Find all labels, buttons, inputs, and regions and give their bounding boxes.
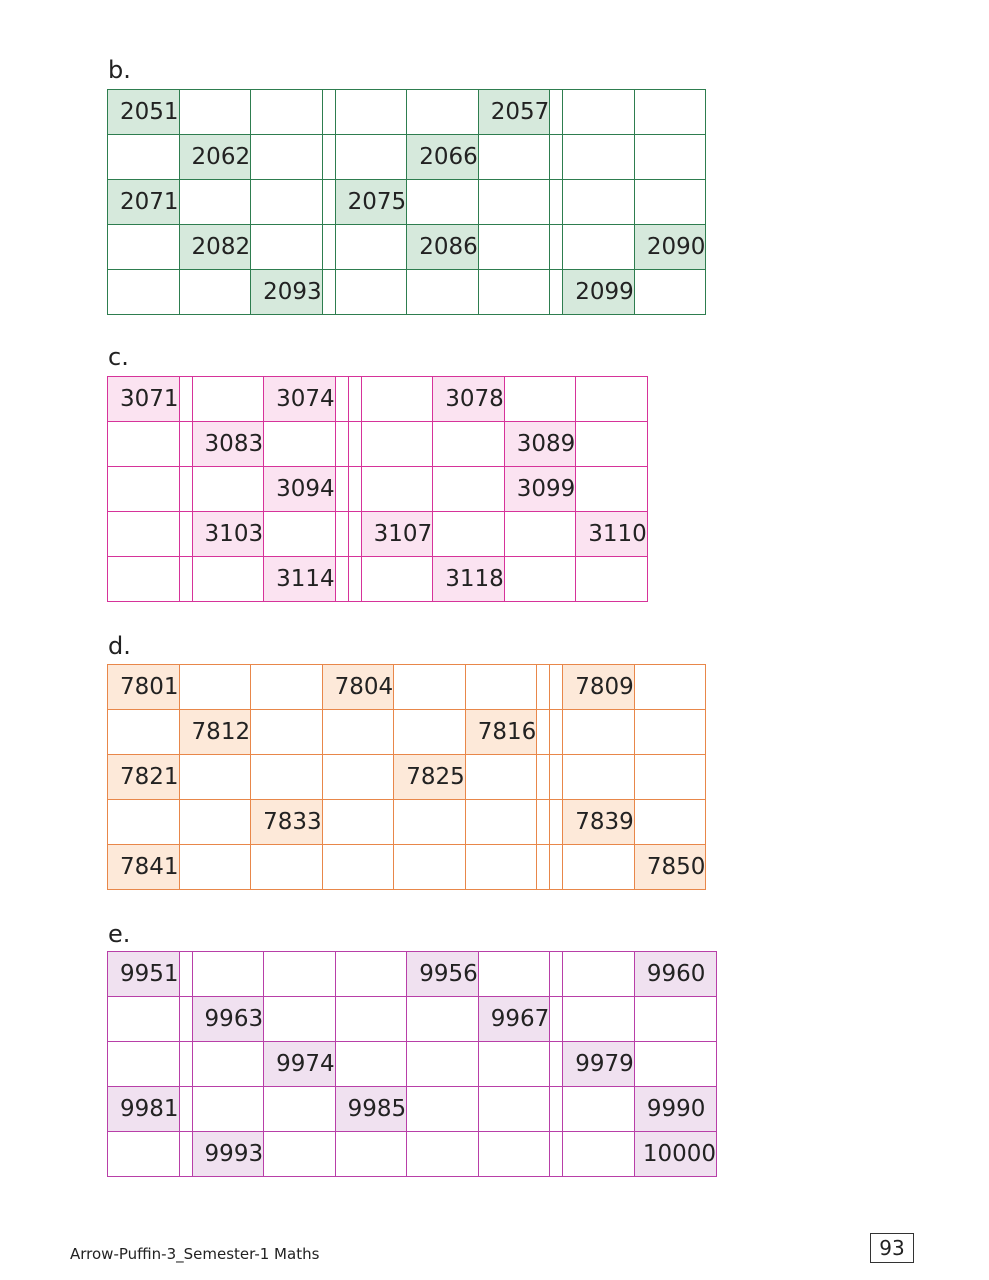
empty-cell [478,1132,550,1177]
empty-cell [465,845,537,890]
empty-cell [550,270,563,315]
filled-cell: 2062 [179,135,251,180]
empty-cell [634,270,706,315]
filled-cell: 7804 [322,665,394,710]
grid-row [108,710,706,755]
empty-cell [179,422,192,467]
filled-cell: 3089 [504,422,576,467]
empty-cell [348,512,361,557]
empty-cell [563,845,635,890]
empty-cell [550,1132,563,1177]
empty-cell [478,180,550,225]
empty-cell [348,557,361,602]
number-grid [107,951,717,1177]
empty-cell [504,557,576,602]
empty-cell [504,512,576,557]
grid-row [108,755,706,800]
filled-cell: 9956 [407,952,479,997]
empty-cell [264,1132,336,1177]
grid-row [108,800,706,845]
empty-cell [550,225,563,270]
empty-cell [550,997,563,1042]
empty-cell [407,1132,479,1177]
empty-cell [478,1087,550,1132]
grid-row [108,135,706,180]
filled-cell: 9985 [335,1087,407,1132]
empty-cell [634,1042,716,1087]
grid-row [108,225,706,270]
empty-cell [322,270,335,315]
empty-cell [179,557,192,602]
empty-cell [563,755,635,800]
empty-cell [504,377,576,422]
empty-cell [179,997,192,1042]
empty-cell [322,180,335,225]
empty-cell [335,1042,407,1087]
empty-cell [576,422,648,467]
filled-cell: 7816 [465,710,537,755]
empty-cell [335,952,407,997]
empty-cell [478,135,550,180]
empty-cell [335,467,348,512]
empty-cell [335,997,407,1042]
empty-cell [394,710,466,755]
empty-cell [108,1042,180,1087]
filled-cell: 3118 [433,557,505,602]
filled-cell: 3071 [108,377,180,422]
empty-cell [179,180,251,225]
grid-row [108,512,648,557]
empty-cell [335,377,348,422]
grid-row [108,665,706,710]
empty-cell [322,710,394,755]
empty-cell [335,225,407,270]
empty-cell [634,997,716,1042]
empty-cell [433,467,505,512]
filled-cell: 2057 [478,90,550,135]
filled-cell: 2066 [407,135,479,180]
empty-cell [563,180,635,225]
empty-cell [563,135,635,180]
empty-cell [335,270,407,315]
empty-cell [322,225,335,270]
filled-cell: 7825 [394,755,466,800]
empty-cell [550,1042,563,1087]
filled-cell: 7839 [563,800,635,845]
empty-cell [634,90,706,135]
empty-cell [433,512,505,557]
filled-cell: 2090 [634,225,706,270]
empty-cell [335,1132,407,1177]
empty-cell [550,180,563,225]
empty-cell [394,665,466,710]
empty-cell [108,422,180,467]
empty-cell [394,800,466,845]
empty-cell [251,755,323,800]
empty-cell [537,755,550,800]
footer-book-title: Arrow-Puffin-3_Semester-1 Maths [70,1245,320,1263]
filled-cell: 9963 [192,997,264,1042]
filled-cell: 7809 [563,665,635,710]
filled-cell: 9974 [264,1042,336,1087]
empty-cell [563,1132,635,1177]
empty-cell [550,845,563,890]
empty-cell [634,755,706,800]
empty-cell [251,225,323,270]
empty-cell [108,557,180,602]
empty-cell [550,665,563,710]
empty-cell [465,800,537,845]
section-label: c. [108,343,129,371]
empty-cell [322,90,335,135]
empty-cell [192,952,264,997]
empty-cell [634,665,706,710]
empty-cell [361,377,433,422]
empty-cell [361,422,433,467]
empty-cell [537,665,550,710]
empty-cell [361,557,433,602]
empty-cell [192,377,264,422]
empty-cell [179,90,251,135]
empty-cell [264,1087,336,1132]
empty-cell [550,710,563,755]
empty-cell [251,710,323,755]
empty-cell [251,90,323,135]
empty-cell [550,755,563,800]
filled-cell: 9967 [478,997,550,1042]
filled-cell: 3074 [264,377,336,422]
empty-cell [576,377,648,422]
number-grid [107,376,648,602]
empty-cell [361,467,433,512]
filled-cell: 2099 [563,270,635,315]
empty-cell [478,270,550,315]
empty-cell [108,135,180,180]
empty-cell [179,467,192,512]
empty-cell [634,135,706,180]
filled-cell: 3083 [192,422,264,467]
grid-row [108,377,648,422]
empty-cell [179,377,192,422]
empty-cell [251,135,323,180]
empty-cell [634,800,706,845]
empty-cell [108,800,180,845]
empty-cell [179,665,251,710]
filled-cell: 9993 [192,1132,264,1177]
filled-cell: 3107 [361,512,433,557]
filled-cell: 3078 [433,377,505,422]
empty-cell [179,1087,192,1132]
grid-row [108,90,706,135]
empty-cell [537,845,550,890]
empty-cell [335,90,407,135]
empty-cell [634,710,706,755]
empty-cell [335,512,348,557]
empty-cell [108,1132,180,1177]
empty-cell [550,135,563,180]
empty-cell [179,800,251,845]
empty-cell [478,225,550,270]
empty-cell [264,422,336,467]
filled-cell: 7833 [251,800,323,845]
empty-cell [407,270,479,315]
filled-cell: 3110 [576,512,648,557]
empty-cell [348,422,361,467]
empty-cell [335,135,407,180]
filled-cell: 7841 [108,845,180,890]
empty-cell [394,845,466,890]
empty-cell [348,467,361,512]
filled-cell: 7821 [108,755,180,800]
empty-cell [407,180,479,225]
empty-cell [563,952,635,997]
filled-cell: 7812 [179,710,251,755]
number-grid [107,89,706,315]
filled-cell: 3099 [504,467,576,512]
empty-cell [634,180,706,225]
empty-cell [322,800,394,845]
grid-row [108,1087,717,1132]
empty-cell [465,665,537,710]
empty-cell [537,800,550,845]
empty-cell [550,800,563,845]
filled-cell: 9960 [634,952,716,997]
empty-cell [108,997,180,1042]
filled-cell: 2086 [407,225,479,270]
empty-cell [563,90,635,135]
empty-cell [465,755,537,800]
empty-cell [563,997,635,1042]
empty-cell [322,845,394,890]
filled-cell: 9990 [634,1087,716,1132]
grid-row [108,1132,717,1177]
empty-cell [264,997,336,1042]
filled-cell: 2082 [179,225,251,270]
empty-cell [192,467,264,512]
grid-row [108,180,706,225]
empty-cell [348,377,361,422]
empty-cell [550,952,563,997]
empty-cell [407,90,479,135]
empty-cell [251,845,323,890]
filled-cell: 9951 [108,952,180,997]
empty-cell [407,1087,479,1132]
empty-cell [537,710,550,755]
empty-cell [179,512,192,557]
empty-cell [108,225,180,270]
filled-cell: 10000 [634,1132,716,1177]
filled-cell: 2071 [108,180,180,225]
empty-cell [264,512,336,557]
filled-cell: 9979 [563,1042,635,1087]
empty-cell [179,845,251,890]
empty-cell [108,512,180,557]
empty-cell [550,1087,563,1132]
empty-cell [576,557,648,602]
empty-cell [192,557,264,602]
empty-cell [335,557,348,602]
section-label: b. [108,56,131,84]
grid-row [108,997,717,1042]
empty-cell [407,997,479,1042]
grid-row [108,952,717,997]
empty-cell [108,270,180,315]
grid-row [108,845,706,890]
empty-cell [179,1042,192,1087]
empty-cell [179,952,192,997]
empty-cell [563,710,635,755]
empty-cell [563,225,635,270]
grid-row [108,422,648,467]
empty-cell [563,1087,635,1132]
filled-cell: 3094 [264,467,336,512]
filled-cell: 2093 [251,270,323,315]
empty-cell [322,755,394,800]
grid-row [108,557,648,602]
empty-cell [576,467,648,512]
filled-cell: 7850 [634,845,706,890]
filled-cell: 7801 [108,665,180,710]
empty-cell [192,1042,264,1087]
empty-cell [179,1132,192,1177]
empty-cell [192,1087,264,1132]
empty-cell [407,1042,479,1087]
empty-cell [478,1042,550,1087]
empty-cell [322,135,335,180]
filled-cell: 9981 [108,1087,180,1132]
empty-cell [335,422,348,467]
section-label: d. [108,632,131,660]
filled-cell: 3114 [264,557,336,602]
empty-cell [251,180,323,225]
grid-row [108,467,648,512]
empty-cell [179,270,251,315]
empty-cell [478,952,550,997]
filled-cell: 2051 [108,90,180,135]
filled-cell: 3103 [192,512,264,557]
section-label: e. [108,920,131,948]
empty-cell [264,952,336,997]
filled-cell: 2075 [335,180,407,225]
page-number: 93 [870,1233,914,1263]
empty-cell [179,755,251,800]
empty-cell [108,710,180,755]
empty-cell [108,467,180,512]
grid-row [108,1042,717,1087]
number-grid [107,664,706,890]
grid-row [108,270,706,315]
empty-cell [251,665,323,710]
empty-cell [550,90,563,135]
empty-cell [433,422,505,467]
